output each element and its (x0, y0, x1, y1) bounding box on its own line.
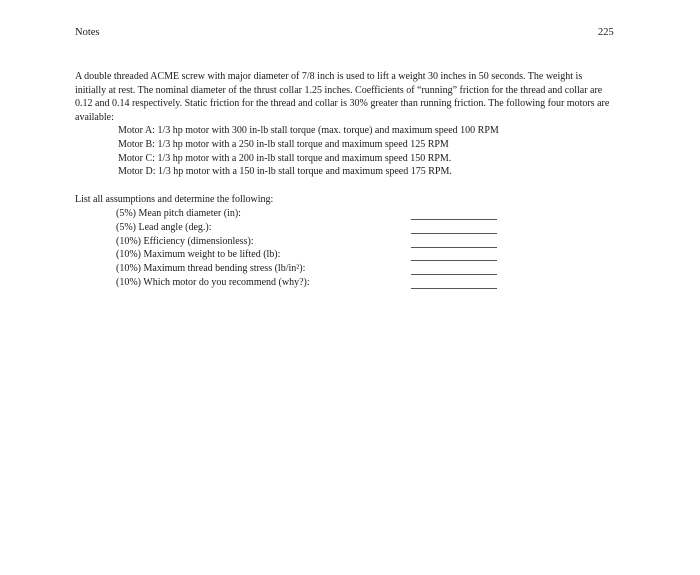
task-list (75, 207, 515, 290)
task-item (75, 221, 515, 235)
task-label: (10%) Efficiency (dimensionless): (116, 235, 254, 247)
task-label: (10%) Maximum weight to be lifted (lb): (116, 249, 281, 261)
page-number: 225 (598, 27, 614, 38)
problem-statement (75, 70, 615, 179)
task-item (75, 248, 515, 262)
task-label: (10%) Maximum thread bending stress (lb/in²): (116, 263, 306, 275)
task-item (75, 207, 515, 221)
task-label: (5%) Lead angle (deg.): (116, 221, 212, 233)
task-intro: List all assumptions and determine the following: (75, 194, 274, 205)
header-title: Notes (75, 27, 100, 38)
answer-blank[interactable] (411, 288, 497, 289)
task-section (75, 193, 515, 290)
problem-text: A double threaded ACME screw with major diameter of 7/8 inch is used to lift a weight 30 inches in 50 seconds. The weight is initially at rest. The nominal diameter of the thrust collar 1.25 inches. Coefficients of “running” friction for the thread and collar are 0.12 and 0.14 respectively. Static friction for the thread and collar is 30% greater than running friction. The following four motors are available: (75, 71, 610, 123)
task-item (75, 276, 515, 290)
motor-item: Motor A: 1/3 hp motor with 300 in-lb stall torque (max. torque) and maximum speed 100 RPM (118, 125, 499, 137)
task-item (75, 235, 515, 249)
motor-list (118, 124, 615, 178)
task-label: (5%) Mean pitch diameter (in): (116, 208, 241, 219)
motor-item: Motor C: 1/3 hp motor with a 200 in-lb stall torque and maximum speed 150 RPM. (118, 152, 452, 164)
motor-item: Motor B: 1/3 hp motor with a 250 in-lb stall torque and maximum speed 125 RPM (118, 138, 449, 150)
task-label: (10%) Which motor do you recommend (why?): (116, 276, 310, 288)
task-item (75, 262, 515, 276)
motor-item: Motor D: 1/3 hp motor with a 150 in-lb stall torque and maximum speed 175 RPM. (118, 166, 452, 178)
